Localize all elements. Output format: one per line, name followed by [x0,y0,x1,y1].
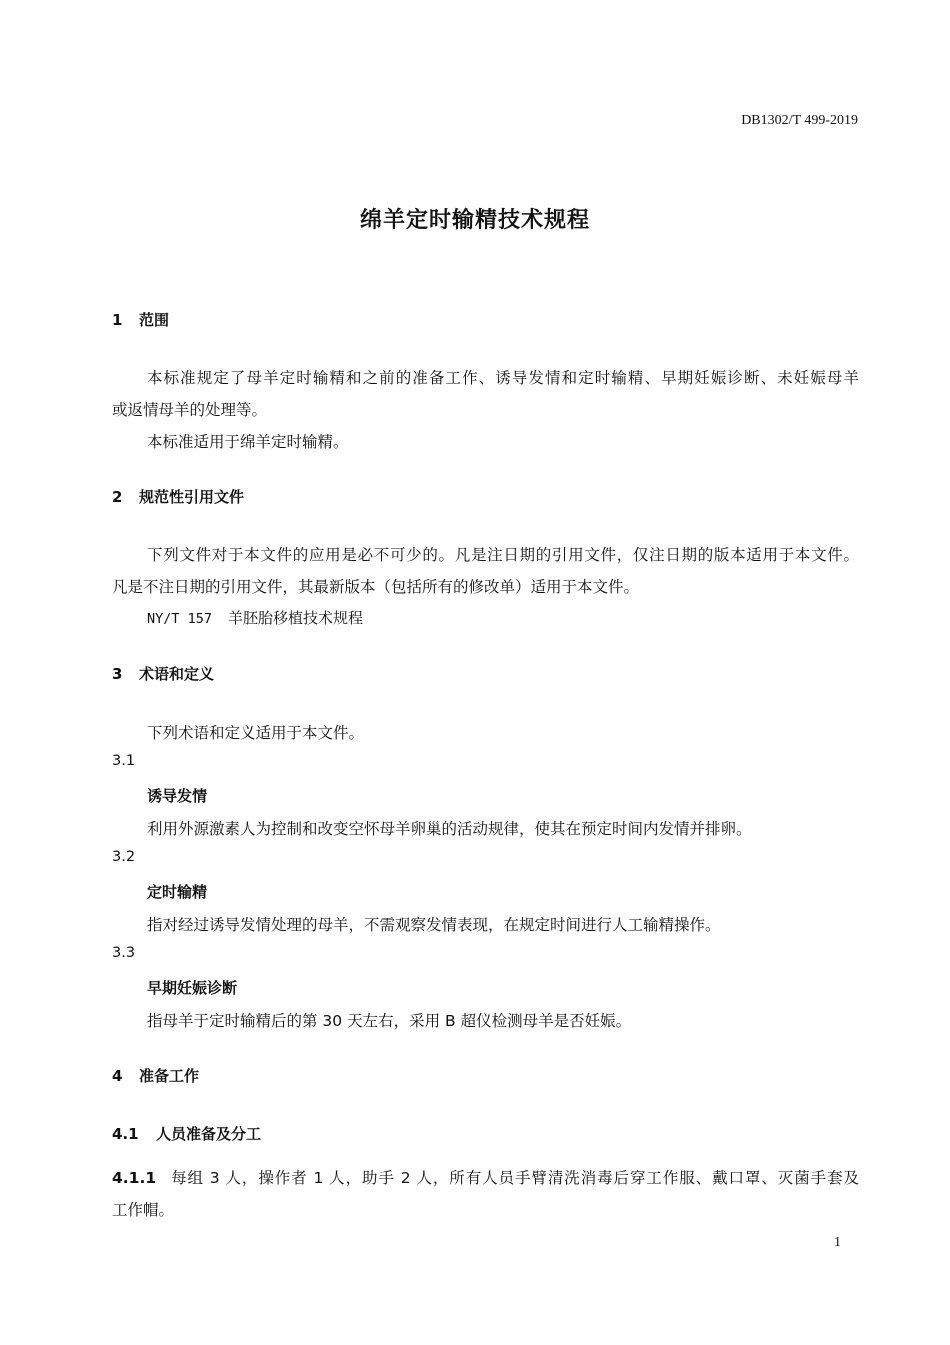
section-3-heading [112,663,214,684]
subsection-4-1-heading [112,1123,261,1144]
term-number: 3.2 [112,849,136,865]
term-definition: 利用外源激素人为控制和改变空怀母羊卵巢的活动规律，使其在预定时间内发情并排卵。 [147,820,752,838]
page-number: 1 [834,1235,841,1250]
section-1-para-1-line-2: 或返情母羊的处理等。 [112,401,268,419]
normative-reference [147,607,363,628]
term-name: 定时输精 [147,883,208,901]
section-title: 规范性引用文件 [139,488,245,506]
reference-title: 羊胚胎移植技术规程 [228,609,364,627]
section-2-para-1-line-2: 凡是不注日期的引用文件，其最新版本（包括所有的修改单）适用于本文件。 [112,578,640,596]
term-name: 诱导发情 [147,787,208,805]
standard-code: DB1302/T 499-2019 [741,113,858,128]
subsection-title: 人员准备及分工 [156,1125,262,1143]
subsection-number: 4.1 [112,1125,139,1143]
section-3-intro: 下列术语和定义适用于本文件。 [147,724,365,742]
term-number: 3.1 [112,753,136,769]
section-1-para-1-line-1: 本标准规定了母羊定时输精和之前的准备工作、诱导发情和定时输精、早期妊娠诊断、未妊娠母羊 [147,369,859,387]
section-title: 术语和定义 [139,665,215,683]
section-2-para-1-line-1: 下列文件对于本文件的应用是必不可少的。凡是注日期的引用文件，仅注日期的版本适用于本文件。 [147,546,859,564]
reference-code: NY/T 157 [147,611,213,627]
section-4-heading [112,1065,199,1086]
term-definition: 指对经过诱导发情处理的母羊，不需观察发情表现，在规定时间进行人工输精操作。 [147,916,721,934]
item-4-1-1-line-2: 工作帽。 [112,1201,175,1219]
section-number: 1 [112,311,123,329]
term-number: 3.3 [112,945,136,961]
section-number: 3 [112,665,123,683]
section-number: 2 [112,488,123,506]
section-2-heading [112,486,244,507]
item-text: 每组 3 人，操作者 1 人，助手 2 人，所有人员手臂清洗消毒后穿工作服、戴口罩、灭菌手套及 [170,1169,859,1187]
section-title: 准备工作 [139,1067,200,1085]
section-1-para-2: 本标准适用于绵羊定时输精。 [147,433,349,451]
section-title: 范围 [139,311,170,329]
item-4-1-1-line-1 [112,1166,859,1188]
section-1-heading [112,309,169,330]
item-number: 4.1.1 [112,1169,157,1187]
term-name: 早期妊娠诊断 [147,979,238,997]
section-number: 4 [112,1067,123,1085]
document-title: 绵羊定时输精技术规程 [359,208,590,233]
term-definition: 指母羊于定时输精后的第 30 天左右，采用 B 超仪检测母羊是否妊娠。 [147,1012,632,1030]
